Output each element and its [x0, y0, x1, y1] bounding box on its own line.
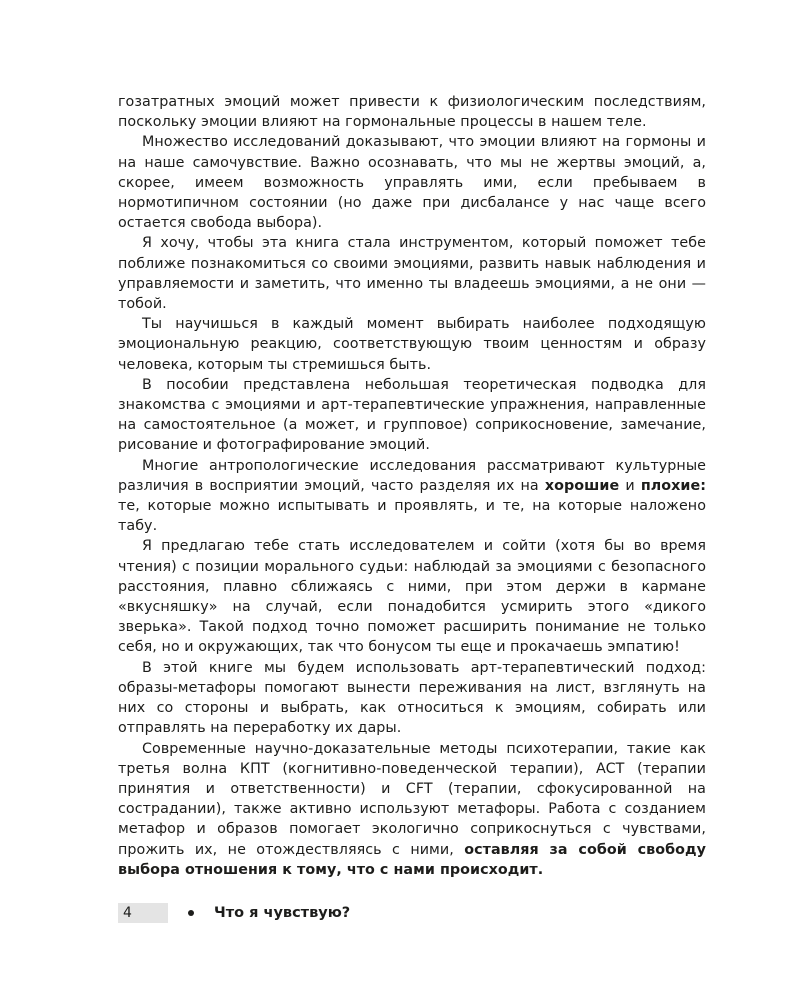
body-paragraph — [118, 233, 706, 314]
body-paragraph — [118, 658, 706, 739]
page-body — [118, 92, 706, 880]
body-paragraph — [118, 536, 706, 657]
running-title: Что я чувствую? — [214, 905, 351, 921]
page-number-text: 4 — [123, 905, 132, 921]
body-paragraph — [118, 456, 706, 537]
emphasis-text: хорошие — [544, 477, 620, 494]
paragraph-text: те, которые можно испытывать и проявлять, и те, на которые наложено табу. — [118, 498, 706, 535]
emphasis-text: оставляя за собой свободу выбора отношения к тому, что с нами происходит. — [118, 841, 706, 878]
page-number — [118, 903, 168, 923]
paragraph-text: Я хочу, чтобы эта книга стала инструментом, который поможет тебе поближе познакомиться со своими эмоциями, развить навык наблюдения и управляемости и заметить, что именно ты владеешь эмоциями, а не они — тобой. — [118, 235, 706, 313]
paragraph-text: и — [619, 477, 641, 494]
bullet-separator — [188, 910, 194, 916]
body-paragraph — [118, 375, 706, 456]
paragraph-text: Я предлагаю тебе стать исследователем и сойти (хотя бы во время чтения) с позиции морального судьи: наблюдай за эмоциями с безопасного расстояния, плавно сближаясь с ними, при этом держи в кармане «вкусняшку» на случай, если понадобится усмирить этого «дикого зверька». Такой подход точно поможет расширить понимание не только себя, но и окружающих, так что бонусом ты еще и прокачаешь эмпатию! — [118, 538, 706, 656]
body-paragraph — [118, 739, 706, 880]
paragraph-text: В этой книге мы будем использовать арт-терапевтический подход: образы-метафоры помогают вынести переживания на лист, взглянуть на них со стороны и выбрать, как относиться к эмоциям, собирать или отправлять на переработку их дары. — [118, 659, 706, 737]
body-paragraph — [118, 314, 706, 375]
body-paragraph — [118, 132, 706, 233]
page-footer — [118, 902, 350, 924]
emphasis-text: плохие: — [640, 477, 707, 494]
paragraph-text: Современные научно-доказательные методы психотерапии, такие как третья волна КПТ (когнитивно-поведенческой терапии), ACT (терапии принятия и ответственности) и CFT (терапии, сфокусированной на сострадании), также активно используют метафоры. Работа с созданием метафор и образов помогает экологично соприкоснуться с чувствами, прожить их, не отождествляясь с ними, — [118, 740, 706, 858]
paragraph-text: В пособии представлена небольшая теоретическая подводка для знакомства с эмоциями и арт-терапевтические упражнения, направленные на самостоятельное (а может, и групповое) соприкосновение, замечание, рисование и фотографирование эмоций. — [118, 376, 706, 454]
paragraph-text: Множество исследований доказывают, что эмоции влияют на гормоны и на наше самочувствие. Важно осознавать, что мы не жертвы эмоций, а, скорее, имеем возможность управлять ими, если пребываем в нормотипичном состоянии (но даже при дисбалансе у нас чаще всего остается свобода выбора). — [118, 134, 706, 232]
paragraph-text: гозатратных эмоций может привести к физиологическим последствиям, поскольку эмоции влияют на гормональные процессы в нашем теле. — [118, 94, 706, 131]
paragraph-text: Ты научишься в каждый момент выбирать наиболее подходящую эмоциональную реакцию, соответствующую твоим ценностям и образу человека, которым ты стремишься быть. — [118, 316, 706, 373]
body-paragraph — [118, 92, 706, 132]
paragraph-text: Многие антропологические исследования рассматривают культурные различия в восприятии эмоций, часто разделяя их на — [118, 457, 706, 494]
